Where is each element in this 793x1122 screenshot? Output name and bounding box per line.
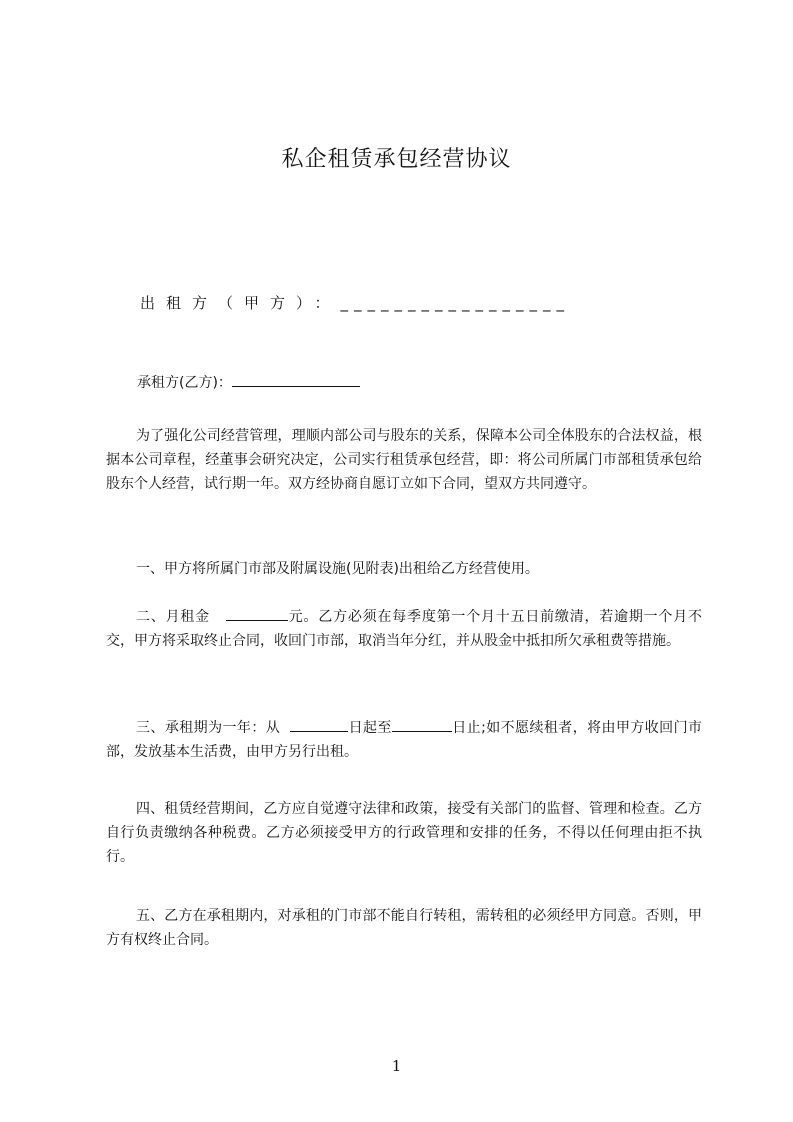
document-title: 私企租赁承包经营协议 <box>281 147 512 172</box>
clause-2 <box>106 605 702 653</box>
lessee-blank <box>232 385 360 387</box>
lessee-label: 承租方(乙方)： <box>137 375 232 391</box>
start-date-blank <box>290 730 348 732</box>
lessor-blank: _________________ <box>340 294 571 312</box>
lessee-line <box>137 372 360 392</box>
clause-2-text: 元。乙方必须在每季度第一个月十五日前缴清，若逾期一个月不交，甲方将采取终止合同，收回门市部，取消当年分红，并从股金中抵扣所欠承租费等措施。 <box>106 609 703 649</box>
preamble-paragraph: 为了强化公司经营管理，理顺内部公司与股东的关系，保障本公司全体股东的合法权益，根据本公司章程，经董事会研究决定，公司实行租赁承包经营，即：将公司所属门市部租赁承包给股东个人经营，试行期一年。双方经协商自愿订立如下合同，望双方共同遵守。 <box>106 428 702 492</box>
clause-1: 一、甲方将所属门市部及附属设施(见附表)出租给乙方经营使用。 <box>136 561 539 577</box>
end-date-blank <box>392 730 452 732</box>
clause-3-prefix: 三、承租期为一年：从 <box>136 720 281 736</box>
lessor-label: 出租方（甲方）： <box>140 294 341 312</box>
clause-4: 四、租赁经营期间，乙方应自觉遵守法律和政策，接受有关部门的监督、管理和检查。乙方自行负责缴纳各种税费。乙方必须接受甲方的行政管理和安排的任务，不得以任何理由拒不执行。 <box>106 801 702 865</box>
clause-5: 五、乙方在承租期内，对承租的门市部不能自行转租，需转租的必须经甲方同意。否则，甲方有权终止合同。 <box>106 908 702 948</box>
clause-3 <box>106 716 702 764</box>
rent-blank <box>226 619 288 621</box>
lessor-line <box>140 292 570 313</box>
page-number: 1 <box>391 1057 402 1075</box>
clause-2-prefix: 二、月租金 <box>136 609 210 625</box>
clause-3-text: 日止;如不愿续租者，将由甲方收回门市部，发放基本生活费，由甲方另行出租。 <box>106 720 703 760</box>
clause-3-mid: 日起至 <box>348 720 392 736</box>
